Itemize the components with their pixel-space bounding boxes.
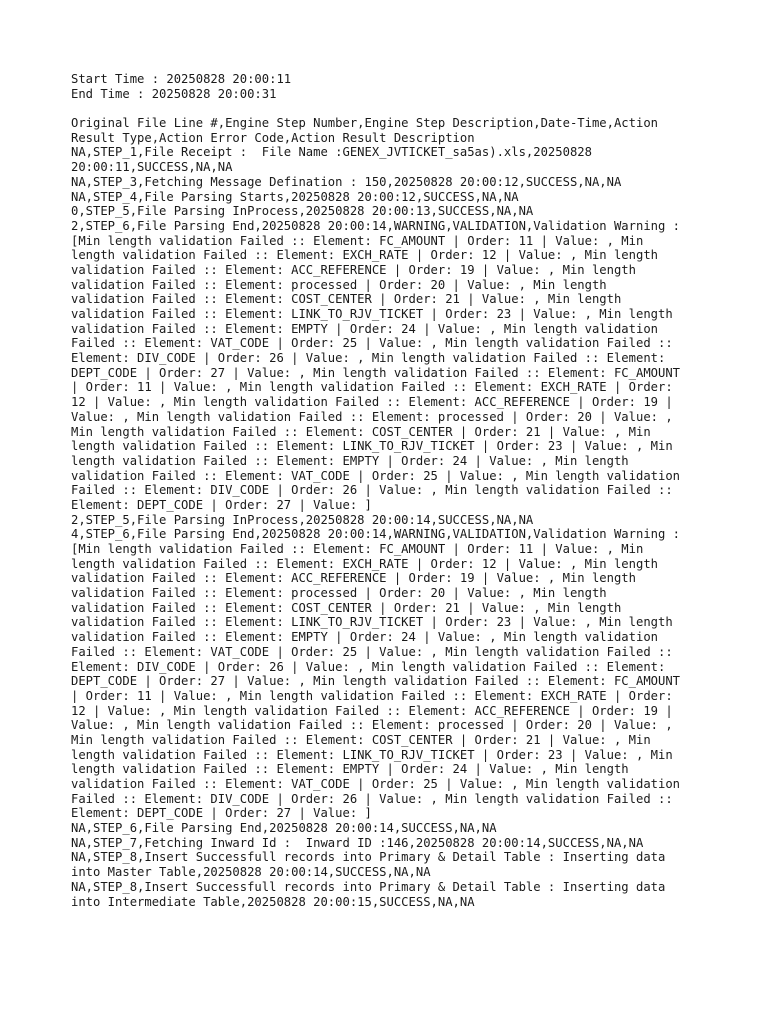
log-line: NA,STEP_8,Insert Successfull records into Primary & Detail Table : Inserting data [71,850,666,865]
log-line: | Order: 11 | Value: , Min length validation Failed :: Element: EXCH_RATE | Order: [71,688,673,703]
log-line: [Min length validation Failed :: Element: FC_AMOUNT | Order: 11 | Value: , Min [71,542,644,556]
log-line: validation Failed :: Element: EMPTY | Order: 24 | Value: , Min length validation [71,630,658,645]
log-line: Value: , Min length validation Failed :: Element: processed | Order: 20 | Value: , [71,718,673,733]
log-body [71,116,711,909]
log-line: [Min length validation Failed :: Element: FC_AMOUNT | Order: 11 | Value: , Min [71,233,644,248]
log-line: into Intermediate Table,20250828 20:00:15,SUCCESS,NA,NA [71,894,475,909]
log-line: Element: DIV_CODE | Order: 26 | Value: , Min length validation Failed :: Element: [71,351,666,366]
log-line: validation Failed :: Element: VAT_CODE | Order: 25 | Value: , Min length validation [71,777,681,791]
log-line: 0,STEP_5,File Parsing InProcess,20250828 20:00:13,SUCCESS,NA,NA [71,204,534,219]
log-line: 2,STEP_6,File Parsing End,20250828 20:00:14,WARNING,VALIDATION,Validation Warning : [71,218,681,233]
log-line: DEPT_CODE | Order: 27 | Value: , Min length validation Failed :: Element: FC_AMOUNT [71,674,681,689]
log-line: 12 | Value: , Min length validation Failed :: Element: ACC_REFERENCE | Order: 19 | [71,395,673,410]
log-line: Element: DIV_CODE | Order: 26 | Value: , Min length validation Failed :: Element: [71,659,666,674]
log-line: 4,STEP_6,File Parsing End,20250828 20:00:14,WARNING,VALIDATION,Validation Warning : [71,527,681,542]
log-line: length validation Failed :: Element: EXCH_RATE | Order: 12 | Value: , Min length [71,248,658,263]
log-line: Min length validation Failed :: Element: COST_CENTER | Order: 21 | Value: , Min [71,424,651,439]
log-line: validation Failed :: Element: COST_CENTER | Order: 21 | Value: , Min length [71,292,622,307]
log-line: Result Type,Action Error Code,Action Result Description [71,130,475,145]
log-line: Element: DEPT_CODE | Order: 27 | Value: ] [71,497,372,512]
log-line: length validation Failed :: Element: EMPTY | Order: 24 | Value: , Min length [71,762,629,777]
log-line: NA,STEP_4,File Parsing Starts,20250828 20:00:12,SUCCESS,NA,NA [71,189,519,204]
log-line: validation Failed :: Element: ACC_REFERENCE | Order: 19 | Value: , Min length [71,262,636,277]
log-line: Failed :: Element: DIV_CODE | Order: 26 | Value: , Min length validation Failed :: [71,483,673,498]
log-line: into Master Table,20250828 20:00:14,SUCCESS,NA,NA [71,865,431,880]
log-line: DEPT_CODE | Order: 27 | Value: , Min length validation Failed :: Element: FC_AMOUNT [71,365,681,380]
log-line: | Order: 11 | Value: , Min length validation Failed :: Element: EXCH_RATE | Order: [71,380,673,395]
log-line: validation Failed :: Element: EMPTY | Order: 24 | Value: , Min length validation [71,321,658,336]
log-line: validation Failed :: Element: COST_CENTER | Order: 21 | Value: , Min length [71,600,622,615]
log-line: length validation Failed :: Element: EXCH_RATE | Order: 12 | Value: , Min length [71,556,658,571]
log-line: Failed :: Element: VAT_CODE | Order: 25 | Value: , Min length validation Failed :: [71,644,673,659]
log-line: validation Failed :: Element: VAT_CODE | Order: 25 | Value: , Min length validation [71,468,681,483]
log-line: NA,STEP_8,Insert Successfull records into Primary & Detail Table : Inserting data [71,879,666,894]
log-line: NA,STEP_3,Fetching Message Defination : 150,20250828 20:00:12,SUCCESS,NA,NA [71,174,622,189]
log-line: Element: DEPT_CODE | Order: 27 | Value: ] [71,806,372,821]
blank-line [71,101,711,116]
log-line: 12 | Value: , Min length validation Failed :: Element: ACC_REFERENCE | Order: 19 | [71,703,673,718]
log-line: Failed :: Element: VAT_CODE | Order: 25 | Value: , Min length validation Failed :: [71,336,673,351]
start-time: Start Time : 20250828 20:00:11 [71,72,292,86]
log-line: 20:00:11,SUCCESS,NA,NA [71,160,233,175]
log-line: Value: , Min length validation Failed :: Element: processed | Order: 20 | Value: , [71,409,673,424]
log-line: length validation Failed :: Element: LINK_TO_RJV_TICKET | Order: 23 | Value: , Min [71,439,673,454]
log-line: Original File Line #,Engine Step Number,Engine Step Description,Date-Time,Action [71,116,658,131]
log-line: NA,STEP_6,File Parsing End,20250828 20:00:14,SUCCESS,NA,NA [71,821,497,836]
log-line: 2,STEP_5,File Parsing InProcess,20250828 20:00:14,SUCCESS,NA,NA [71,512,534,527]
log-line: validation Failed :: Element: LINK_TO_RJV_TICKET | Order: 23 | Value: , Min length [71,307,673,321]
log-line: validation Failed :: Element: ACC_REFERENCE | Order: 19 | Value: , Min length [71,571,636,586]
log-line: validation Failed :: Element: processed | Order: 20 | Value: , Min length [71,277,607,292]
log-line: validation Failed :: Element: LINK_TO_RJV_TICKET | Order: 23 | Value: , Min length [71,615,673,630]
log-document [71,72,711,909]
end-time: End Time : 20250828 20:00:31 [71,86,277,101]
log-line: NA,STEP_1,File Receipt : File Name :GENEX_JVTICKET_sa5as).xls,20250828 [71,145,592,160]
log-line: NA,STEP_7,Fetching Inward Id : Inward ID :146,20250828 20:00:14,SUCCESS,NA,NA [71,835,644,850]
log-line: Min length validation Failed :: Element: COST_CENTER | Order: 21 | Value: , Min [71,732,651,747]
log-line: validation Failed :: Element: processed | Order: 20 | Value: , Min length [71,586,607,601]
log-line: Failed :: Element: DIV_CODE | Order: 26 | Value: , Min length validation Failed :: [71,791,673,806]
log-line: length validation Failed :: Element: EMPTY | Order: 24 | Value: , Min length [71,453,629,468]
log-line: length validation Failed :: Element: LINK_TO_RJV_TICKET | Order: 23 | Value: , Min [71,747,673,762]
